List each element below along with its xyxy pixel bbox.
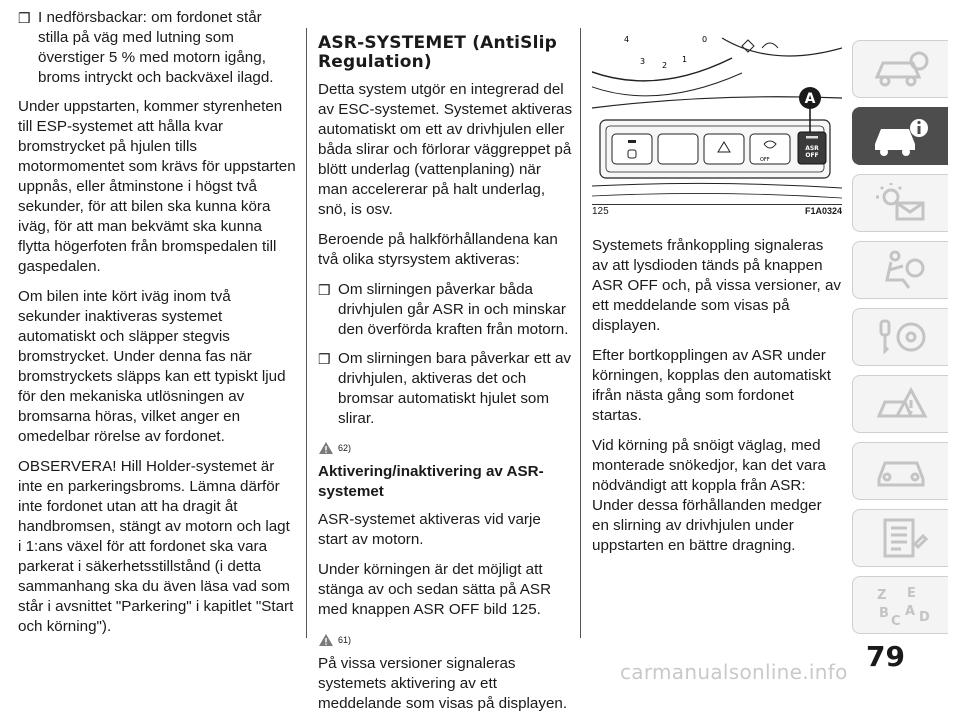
paragraph: Efter bortkopplingen av ASR under körningen, kopplas den automatiskt ifrån nästa gång som fordonet startas. bbox=[592, 347, 831, 424]
figure-125 bbox=[592, 28, 842, 205]
warning-triangle-icon bbox=[869, 382, 933, 426]
figure-caption bbox=[592, 206, 842, 217]
paragraph: Detta system utgör en integrerad del av ESC-systemet. Systemet aktiveras automatiskt om ett av drivhjulen eller båda slirar och förlorar väggreppet på blött underlag (vattenplaning) när man accelererar på halt underlag, snö, is osv. bbox=[318, 81, 573, 218]
dashboard-illustration bbox=[592, 28, 842, 204]
airbag-seat-icon bbox=[869, 248, 933, 292]
bullet-glyph: ❒ bbox=[18, 10, 31, 26]
section-title: ASR-SYSTEMET (AntiSlip Regulation) bbox=[318, 33, 558, 72]
paragraph: OBSERVERA! Hill Holder-systemet är inte en parkeringsbroms. Lämna därför inte fordonet utan att ha dragit åt handbromsen, stängt av motorn och lagt i 1:ans växel för att fordonet ska vara parkerat i säkerhetsstillstånd (i detta sammanhang ska du även läsa vad som står i avsnittet "Parkering" i kapitlet "Start och körning"). bbox=[18, 458, 294, 635]
bullet-item bbox=[18, 8, 296, 88]
bullet-text: I nedförsbackar: om fordonet står stilla på väg med lutning som överstiger 5 % med motorn igång, broms intryckt och backväxel ilagd. bbox=[38, 9, 274, 86]
tab-safety[interactable] bbox=[852, 107, 948, 165]
asr-label: ASR bbox=[805, 145, 819, 152]
alphabet-index-icon bbox=[869, 583, 933, 627]
gauge-mark: 4 bbox=[624, 35, 630, 44]
bullet-glyph: ❒ bbox=[318, 282, 331, 298]
bullet-item bbox=[318, 349, 573, 429]
paragraph: Under körningen är det möjligt att stänga av och sedan sätta på ASR med knappen ASR OFF bild 125. bbox=[318, 561, 552, 618]
gauge-mark: 0 bbox=[702, 35, 708, 44]
tab-dashboard[interactable] bbox=[852, 40, 948, 98]
watermark: carmanualsonline.info bbox=[620, 660, 848, 684]
gauge-mark: 3 bbox=[640, 57, 646, 66]
svg-text:D: D bbox=[918, 610, 930, 625]
column-divider bbox=[306, 28, 307, 638]
car-front-icon bbox=[869, 449, 933, 493]
subsection-title: Aktivering/inaktivering av ASR-systemet bbox=[318, 463, 544, 500]
chapter-tabs bbox=[852, 40, 948, 643]
off-label: OFF bbox=[760, 157, 770, 163]
tab-index[interactable] bbox=[852, 576, 948, 634]
column-divider bbox=[580, 28, 581, 638]
paragraph: Om bilen inte kört iväg inom två sekunder inaktiveras systemet automatiskt och släpper stegvis bromstrycket. Under denna fas när bromstryckets släpps kan ett typiskt ljud för den mekaniska utlösningen av bromsarna höras, vilket anger en omedelbar rörelse av fordonet. bbox=[18, 288, 286, 445]
tab-lights[interactable] bbox=[852, 174, 948, 232]
gauge-mark: 2 bbox=[662, 61, 668, 70]
warning-reference bbox=[318, 438, 573, 458]
warning-number: 61) bbox=[338, 635, 352, 645]
asr-off-label: OFF bbox=[805, 152, 819, 159]
warning-number: 62) bbox=[338, 443, 352, 453]
paragraph: ASR-systemet aktiveras vid varje start av motorn. bbox=[318, 511, 541, 548]
tab-maintenance[interactable] bbox=[852, 442, 948, 500]
car-dashboard-icon bbox=[869, 47, 933, 91]
key-steering-icon bbox=[869, 315, 933, 359]
figure-code: F1A0324 bbox=[804, 206, 842, 216]
lights-mail-icon bbox=[869, 181, 933, 225]
paragraph: Systemets frånkoppling signaleras av att lysdioden tänds på knappen ASR OFF och, på vissa versioner, av ett meddelande som visas på displayen. bbox=[592, 237, 841, 334]
svg-text:Z: Z bbox=[876, 588, 886, 603]
tab-starting[interactable] bbox=[852, 308, 948, 366]
warning-reference bbox=[318, 630, 573, 650]
svg-text:E: E bbox=[906, 586, 916, 601]
tab-seats[interactable] bbox=[852, 241, 948, 299]
document-list-icon bbox=[869, 516, 933, 560]
gauge-mark: 1 bbox=[682, 55, 688, 64]
svg-text:C: C bbox=[890, 614, 901, 627]
right-column bbox=[592, 236, 842, 566]
paragraph: Under uppstarten, kommer styrenheten till ESP-systemet att hålla kvar bromstrycket på hjulen tills motormomentet som krävs för uppstarten uppnås, eller åtminstone i högst två sekunder, för att bilen ska kunna köra iväg, för att man bekvämt ska kunna flytta högerfoten från bromspedalen till gaspedalen. bbox=[18, 98, 296, 275]
page-number: 79 bbox=[866, 640, 905, 673]
bullet-text: Om slirningen bara påverkar ett av drivhjulen, aktiveras det och bromsar automatiskt hjulet som slirar. bbox=[338, 350, 571, 427]
bullet-text: Om slirningen påverkar båda drivhjulen går ASR in och minskar den överförda kraften från motorn. bbox=[338, 281, 569, 338]
bullet-glyph: ❒ bbox=[318, 351, 331, 367]
callout-letter: A bbox=[804, 91, 816, 107]
figure-number: 125 bbox=[592, 206, 609, 217]
middle-column bbox=[318, 34, 573, 724]
warning-triangle-icon bbox=[318, 633, 334, 647]
paragraph: Beroende på halkförhållandena kan två olika styrsystem aktiveras: bbox=[318, 231, 558, 268]
svg-text:B: B bbox=[878, 606, 889, 621]
bullet-item bbox=[318, 280, 573, 340]
warning-triangle-icon bbox=[318, 441, 334, 455]
car-info-icon bbox=[869, 114, 933, 158]
svg-text:A: A bbox=[904, 604, 915, 619]
paragraph: På vissa versioner signaleras systemets aktivering av ett meddelande som visas på displayen. bbox=[318, 655, 568, 712]
paragraph: Vid körning på snöigt väglag, med monterade snökedjor, kan det vara nödvändigt att koppla från ASR: Under dessa förhållanden medger en slirning av drivhjulen under uppstarten en bättre dragning. bbox=[592, 437, 826, 554]
tab-emergency[interactable] bbox=[852, 375, 948, 433]
left-column bbox=[18, 8, 296, 647]
tab-technical-data[interactable] bbox=[852, 509, 948, 567]
